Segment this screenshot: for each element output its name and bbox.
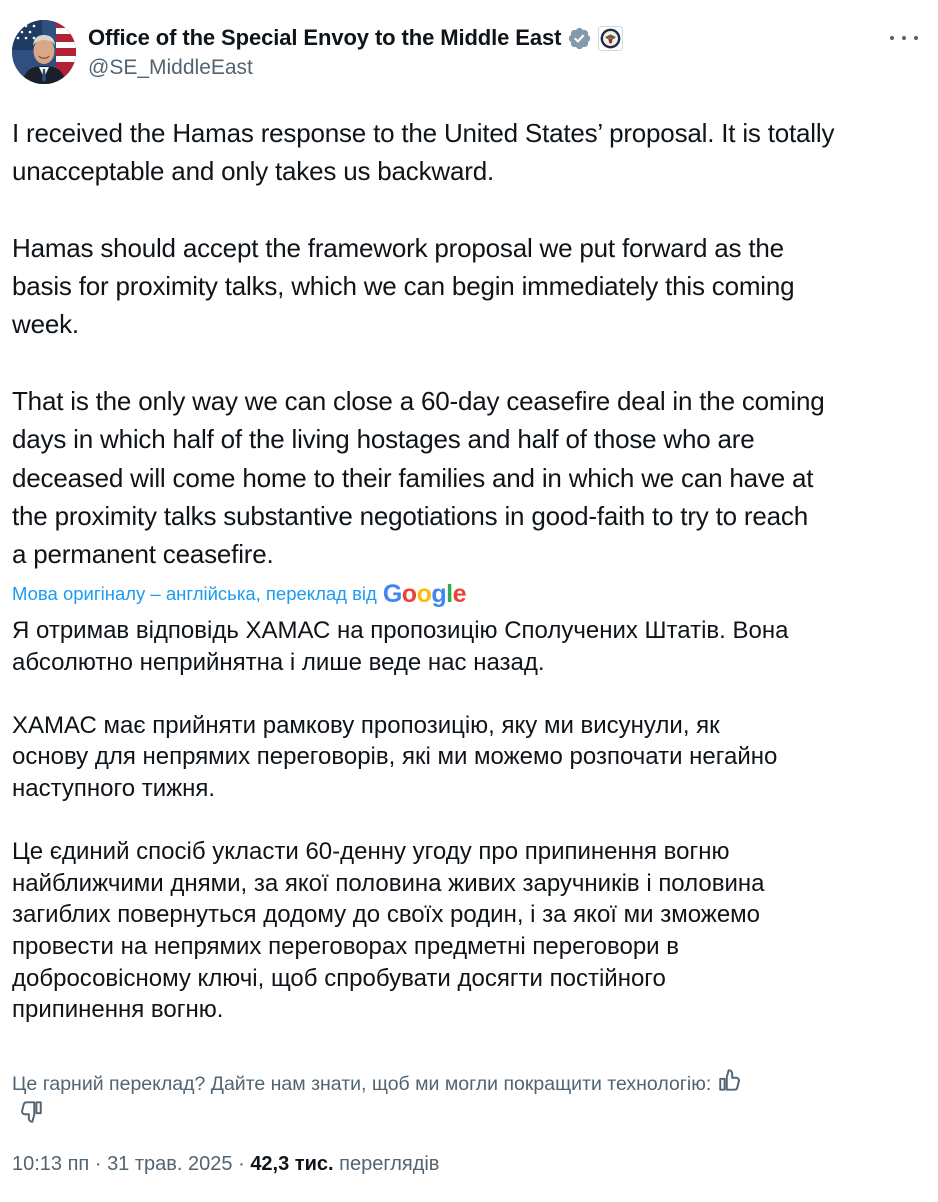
tweet-header [12,20,926,86]
google-logo [383,580,466,609]
google-logo-letter: o [401,579,417,608]
translated-paragraph: Це єдиний спосіб укласти 60-денну угоду про припинення вогню найближчими днями, за якої половина живих заручників і половина загиблих повернуться додому до своїх родин, і за якої ми зможемо провести на непрямих переговорах предметні переговори в добросовісному ключі, щоб спробувати досягти постійного припинення вогню. [12,838,765,1024]
views-label: переглядів [339,1153,440,1175]
more-dot-icon [914,36,918,40]
tweet-body [12,114,926,574]
tweet-date[interactable]: 31 трав. 2025 [107,1153,233,1175]
author-handle[interactable]: @SE_MiddleEast [88,56,253,79]
google-logo-letter: e [452,579,466,608]
author-avatar[interactable] [12,20,76,84]
translation-attribution-link[interactable] [12,577,466,611]
person-portrait-icon [12,20,76,84]
tweet-meta [12,1153,439,1176]
verified-badge-icon[interactable] [567,26,592,51]
translation-note-text: Мова оригіналу – англійська, переклад від [12,583,377,604]
tweet-paragraph: I received the Hamas response to the United States’ proposal. It is totally unacceptable and only takes us backward. [12,118,835,187]
views-count: 42,3 тис. [250,1153,334,1175]
author-display-name[interactable]: Office of the Special Envoy to the Middle East [88,25,562,50]
thumbs-down-icon[interactable] [18,1098,44,1124]
google-logo-letter: o [416,579,432,608]
tweet-time[interactable]: 10:13 пп [12,1153,90,1175]
translated-paragraph: Я отримав відповідь ХАМАС на пропозицію Сполучених Штатів. Вона абсолютно неприйнятна і лише веде нас назад. [12,617,789,676]
more-dot-icon [902,36,906,40]
tweet-paragraph: That is the only way we can close a 60-day ceasefire deal in the coming days in which half of the living hostages and half of those who are deceased will come home to their families and in which we can have at the proximity talks substantive negotiations in good-faith to try to reach a permanent ceasefire. [12,386,825,570]
state-department-seal-icon[interactable] [598,26,623,51]
translated-body [12,615,926,1026]
more-dot-icon [890,36,894,40]
google-logo-letter: g [431,579,447,608]
meta-separator: · [94,1153,102,1175]
google-logo-letter: l [446,579,453,608]
google-logo-letter: G [382,579,402,608]
tweet-paragraph: Hamas should accept the framework proposal we put forward as the basis for proximity talks, which we can begin immediately this coming week. [12,232,795,340]
author-name-row [88,23,623,53]
thumbs-up-icon[interactable] [717,1068,743,1094]
feedback-prompt: Це гарний переклад? Дайте нам знати, щоб ми могли покращити технологію: [12,1073,712,1095]
translated-paragraph: ХАМАС має прийняти рамкову пропозицію, яку ми висунули, як основу для непрямих переговорів, які ми можемо розпочати негайно наступного тижня. [12,711,778,802]
more-options-button[interactable] [890,28,918,48]
meta-separator: · [238,1153,245,1175]
translation-feedback [12,1068,912,1128]
